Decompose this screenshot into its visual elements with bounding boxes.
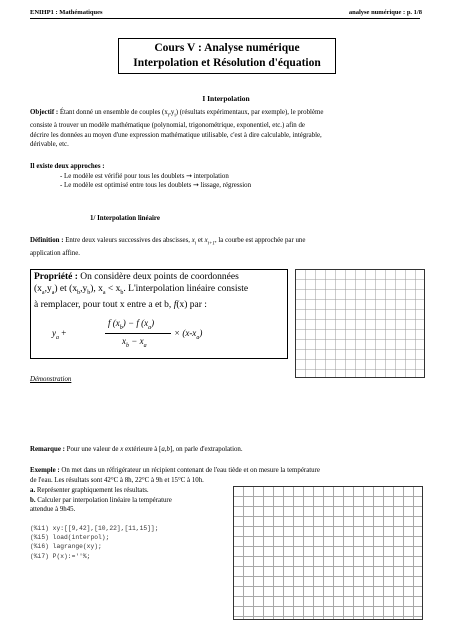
- title-line-2: Interpolation et Résolution d'équation: [133, 57, 321, 69]
- header-right: analyse numérique : p. 1/8: [348, 9, 422, 16]
- title-line-1: Cours V : Analyse numérique: [154, 42, 300, 54]
- objectif-paragraph: Objectif : Étant donné un ensemble de couples $(x_i,y_i)$ (résultats expérimentaux, par exemple), le problème consiste à trouver un modèle mathématique (polynomial, trigonométrique, exponentiel, etc.) afin de décrire les données au moyen d'une expression mathématique utilisable, c'est à dire calculable, intégrable, dérivable, etc.: [30, 109, 324, 149]
- arrow-right-icon: →: [193, 181, 199, 190]
- fraction-bar: [105, 333, 171, 334]
- remarque-label: Remarque :: [30, 446, 65, 453]
- subsection-interpolation-lineaire: 1/ Interpolation linéaire: [90, 215, 160, 222]
- approche-item-lissage: - Le modèle est optimisé entre tous les doublets → lissage, régression: [60, 181, 252, 190]
- propriete-label: Propriété :: [34, 272, 78, 282]
- remarque-paragraph: Remarque : Pour une valeur de x extérieure à [a,b], on parle d'extrapolation.: [30, 446, 243, 453]
- title-box: [118, 38, 336, 74]
- code-line: (%i7) P(x):=''%;: [30, 552, 91, 560]
- demonstration-heading: Démonstration: [30, 376, 72, 383]
- formula-ya: $y_a$ +: [52, 328, 67, 341]
- maxima-code-block: [30, 524, 230, 561]
- code-line: (%i6) lagrange(xy);: [30, 543, 102, 551]
- arrow-right-icon: →: [186, 171, 192, 180]
- code-line: (%i5) load(interpol);: [30, 534, 110, 542]
- formula-denominator: $x_b - x_a$: [122, 336, 147, 349]
- section-interpolation-title: I Interpolation: [202, 94, 250, 103]
- formula-times: × $(x-x_a)$: [174, 328, 203, 341]
- approches-heading: Il existe deux approches :: [30, 163, 105, 170]
- exemple-label: Exemple :: [30, 467, 60, 474]
- definition-label: Définition :: [30, 237, 64, 244]
- code-line: (%i1) xy:[[9,42],[10,22],[11,15]];: [30, 525, 159, 532]
- definition-paragraph: Définition : Entre deux valeurs successives des abscisses, $x_i$ et $x_{i+1}$, la courbe est approchée par une application affine.: [30, 237, 306, 257]
- approches-block: [30, 162, 425, 191]
- propriete-box: Propriété : On considère deux points de coordonnées $(x_a,y_a)$ et $(x_b,y_b)$, $x_a < x_b$. L'interpolation linéaire consiste à remplacer, pour tout x entre a et b, f(x) par :: [30, 269, 288, 359]
- formula-numerator: f $(x_b) - f$ $(x_a)$: [108, 318, 155, 331]
- header-divider: [30, 18, 420, 19]
- graph-paper-bottom: [233, 486, 423, 620]
- approche-item-interpolation: - Le modèle est vérifié pour tous les doublets → interpolation: [60, 171, 229, 180]
- exemple-paragraph: Exemple : On met dans un réfrigérateur un récipient contenant de l'eau tiède et on mesure la température de l'eau. Les résultats sont 42°C à 8h, 22°C à 9h et 15°C à 10h.: [30, 467, 320, 484]
- header-left: ENIHP1 : Mathématiques: [30, 9, 103, 16]
- exemple-questions: a. Représenter graphiquement les résultats. b. Calculer par interpolation linéaire la température attendue à 9h45.: [30, 487, 172, 514]
- graph-paper-top: [295, 269, 425, 378]
- objectif-label: Objectif :: [30, 109, 59, 116]
